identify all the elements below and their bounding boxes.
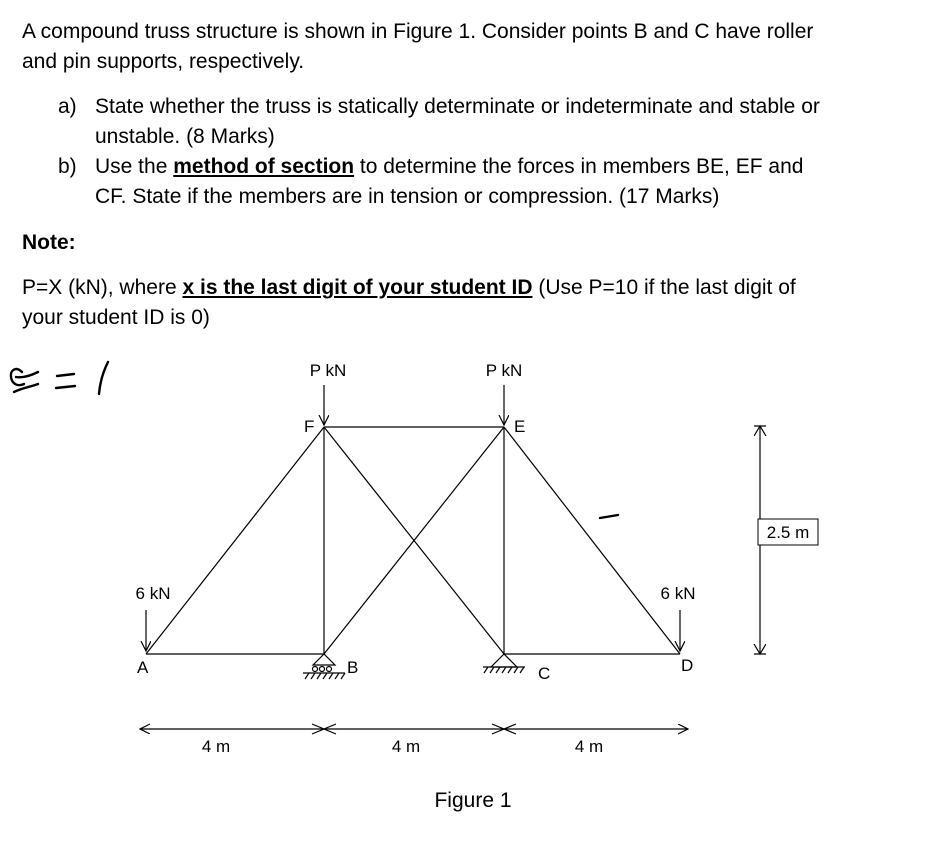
dim-label-span-2: 4 m: [391, 737, 421, 756]
item-a-line-1: State whether the truss is statically determinate or indeterminate and stable or: [95, 95, 820, 118]
note-text-pre: P=X (kN), where: [22, 276, 183, 299]
pin-support-C: [483, 654, 525, 673]
dim-label-span-1: 4 m: [201, 737, 231, 756]
member-DE: [504, 427, 680, 654]
dim-label-span-3: 4 m: [574, 737, 604, 756]
note-heading: Note:: [22, 231, 76, 254]
student-id-emphasis: x is the last digit of your student ID: [182, 276, 533, 299]
item-b-line-2: CF. State if the members are in tension or compression. (17 Marks): [95, 185, 720, 208]
item-b-text-post: to determine the forces in members BE, EF and: [354, 155, 804, 178]
load-label-P-left: P kN: [309, 361, 347, 380]
roller-support-B: [303, 654, 345, 679]
node-label-A: A: [137, 658, 149, 677]
item-b-marker: b): [58, 155, 77, 178]
pen-mark: [600, 515, 618, 518]
intro-line-2: and pin supports, respectively.: [22, 50, 305, 73]
load-label-D: 6 kN: [660, 584, 696, 603]
load-label-P-right: P kN: [485, 361, 523, 380]
item-a-line-2: unstable. (8 Marks): [95, 125, 275, 148]
item-a-marker: a): [58, 95, 77, 118]
node-label-E: E: [514, 417, 526, 436]
handwritten-x-equals-1: [11, 362, 108, 394]
item-b-text-pre: Use the: [95, 155, 174, 178]
intro-line-1: A compound truss structure is shown in Figure 1. Consider points B and C have roller: [22, 20, 814, 43]
node-label-F: F: [304, 417, 315, 436]
member-AF: [146, 427, 324, 654]
node-label-B: B: [347, 658, 359, 677]
figure-caption: Figure 1: [434, 789, 512, 812]
load-label-A: 6 kN: [135, 584, 171, 603]
method-of-section-emphasis: method of section: [173, 155, 355, 178]
dim-label-height: 2.5 m: [766, 523, 810, 542]
node-label-D: D: [681, 656, 694, 675]
node-label-C: C: [538, 664, 551, 683]
note-line-2: your student ID is 0): [22, 306, 210, 329]
note-text-post: (Use P=10 if the last digit of: [532, 276, 796, 299]
